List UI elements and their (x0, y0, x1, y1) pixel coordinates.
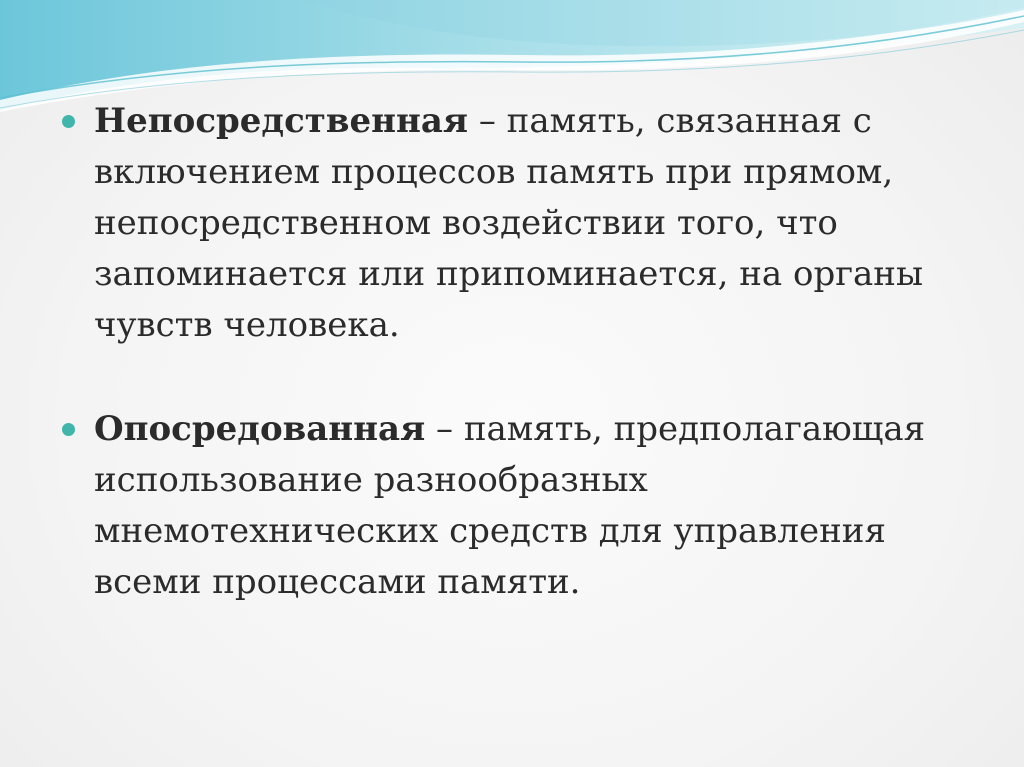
bullet-dot-icon (62, 115, 75, 128)
bullet-item-mediated (62, 404, 962, 608)
definition-direct: – память, связанная с включением процессов память при прямом, непосредственном воздействии того, что запоминается или припоминается, на органы чувств человека. (94, 101, 924, 345)
term-mediated: Опосредованная (94, 409, 426, 449)
bullet-item-direct (62, 96, 962, 351)
term-direct: Непосредственная (94, 101, 469, 141)
bullet-dot-icon (62, 423, 75, 436)
definition-mediated: – память, предполагающая использование разнообразных мнемотехнических средств для управления всеми процессами памяти. (94, 409, 926, 602)
bullet-list (62, 96, 962, 608)
